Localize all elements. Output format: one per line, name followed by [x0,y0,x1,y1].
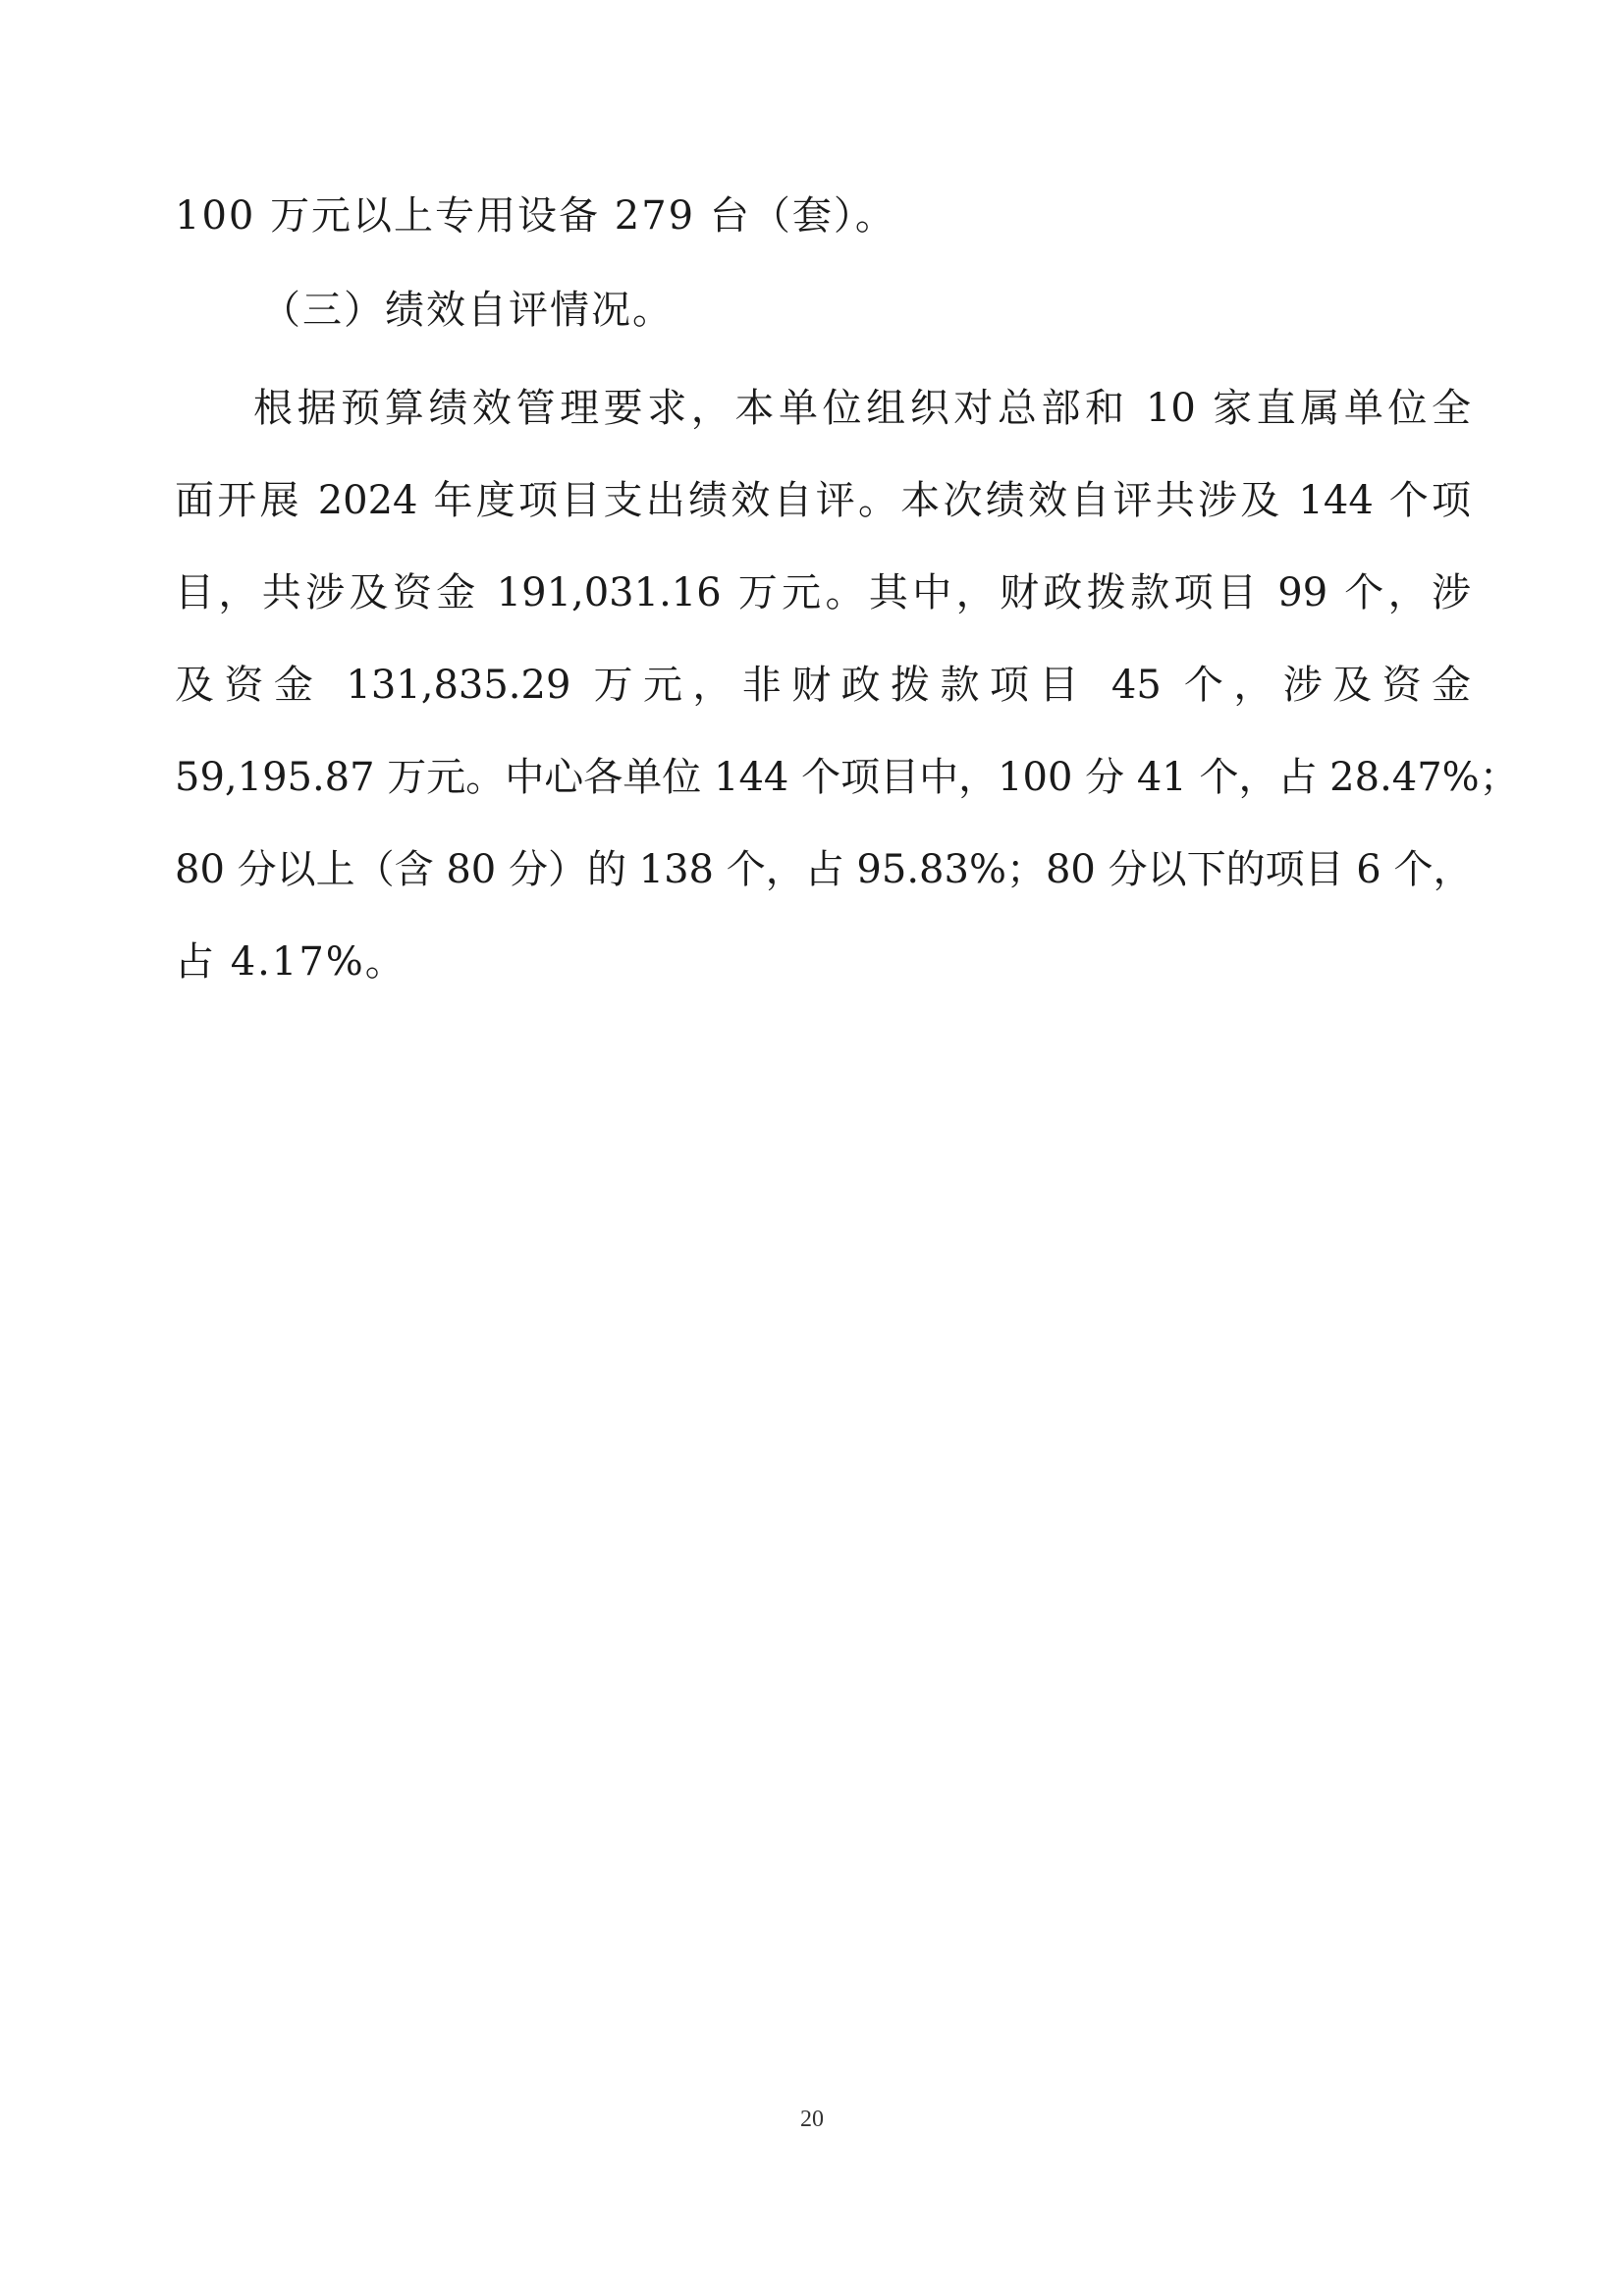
paragraph-line-7: 59,195.87 万元。中心各单位 144 个项目中，100 分 41 个，占 28.47%； [175,755,1519,800]
section-heading: （三）绩效自评情况。 [261,288,674,333]
page-number: 20 [800,2107,824,2132]
paragraph-line-5: 目，共涉及资金 191,031.16 万元。其中，财政拨款项目 99 个，涉 [175,570,1471,615]
paragraph-line-9: 占 4.17%。 [175,939,406,985]
paragraph-line-6: 及资金 131,835.29 万元，非财政拨款项目 45 个，涉及资金 [175,663,1471,708]
paragraph-line-4: 面开展 2024 年度项目支出绩效自评。本次绩效自评共涉及 144 个项 [175,478,1471,523]
paragraph-line-3: 根据预算绩效管理要求，本单位组织对总部和 10 家直属单位全 [253,386,1471,431]
paragraph-line-1: 100 万元以上专用设备 279 台（套）。 [175,193,896,239]
paragraph-line-8: 80 分以上（含 80 分）的 138 个，占 95.83%；80 分以下的项目 6 个， [175,847,1473,892]
